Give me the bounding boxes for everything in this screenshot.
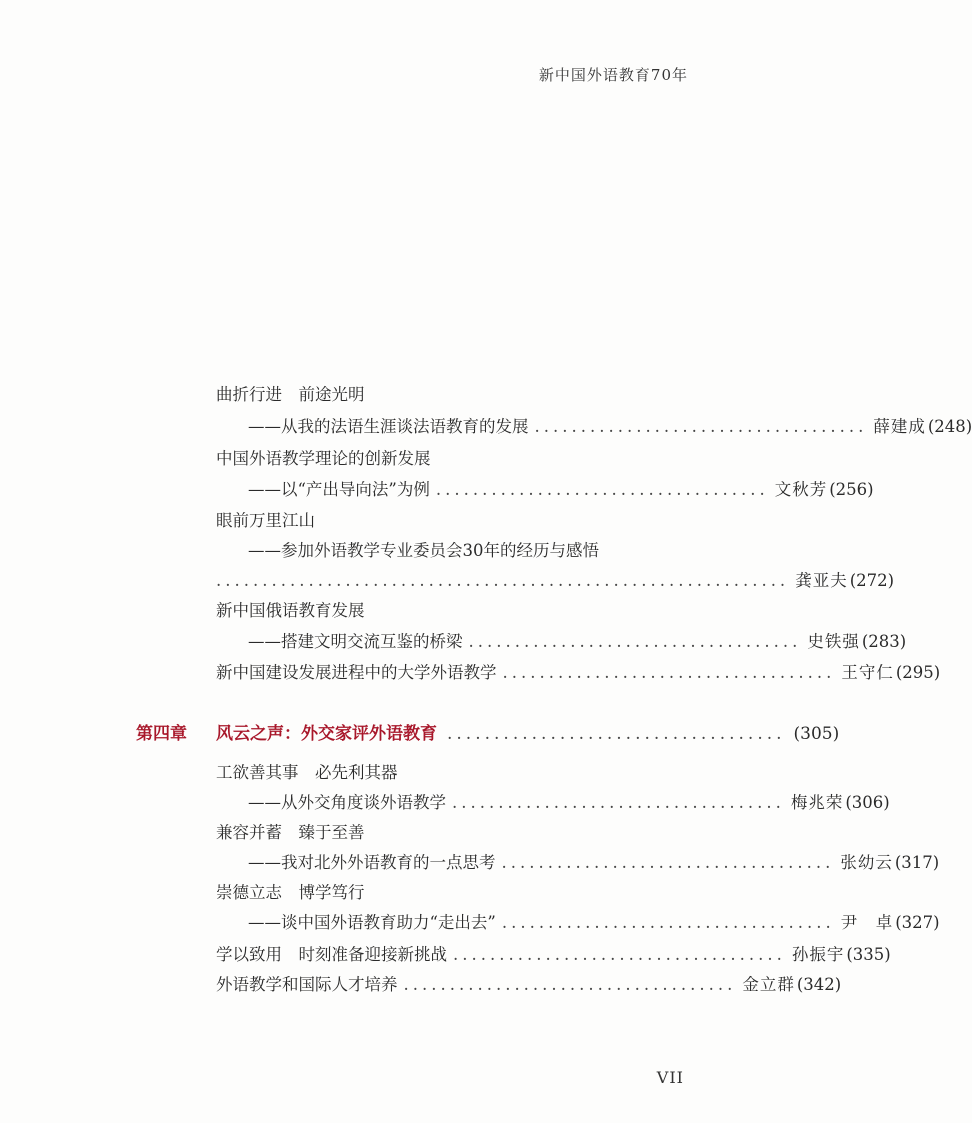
toc-entry-author: 孙振宇 [791,945,845,964]
toc-entry-subtitle[interactable]: ——参加外语教学专业委员会30年的经历与感悟 [248,541,599,560]
toc-entry-title[interactable]: 曲折行进 前途光明 [216,385,365,404]
toc-entry-title: 学以致用 时刻准备迎接新挑战 [216,945,447,964]
toc-entry-page: (327) [895,913,940,932]
leader-dots: .................................... [453,945,786,964]
toc-entry-title[interactable]: 新中国俄语教育发展 [216,601,365,620]
toc-entry-page: (283) [861,632,907,651]
chapter-title: 风云之声：外交家评外语教育 [216,724,437,744]
toc-entry-page: (256) [829,480,874,499]
toc-entry-subtitle: ——搭建文明交流互鉴的桥梁 [248,632,463,651]
toc-entry-page: (306) [845,793,890,812]
toc-entry-author: 王守仁 [841,663,894,682]
page-number: VII [656,1068,684,1087]
toc-entry-title: 外语教学和国际人才培养 [216,975,398,994]
toc-entry[interactable] [248,910,940,936]
toc-entry-subtitle: ——从我的法语生涯谈法语教育的发展 [248,417,529,436]
toc-entry-subtitle: ——我对北外外语教育的一点思考 [248,853,496,872]
toc-entry-subtitle: ——从外交角度谈外语教学 [248,793,446,812]
toc-entry-author: 张幼云 [840,853,893,872]
toc-entry[interactable] [216,660,941,686]
toc-entry-page: (335) [846,945,891,964]
leader-dots: .................................... [403,975,737,994]
toc-entry-author: 金立群 [742,975,795,994]
toc-entry-title[interactable]: 中国外语教学理论的创新发展 [216,449,431,468]
leader-dots: .............................................................. [216,571,790,590]
leader-dots: .................................... [468,632,802,651]
toc-entry[interactable] [216,972,842,998]
toc-entry-author: 史铁强 [807,632,860,651]
toc-entry-author: 薛建成 [873,417,926,436]
leader-dots: .................................... [501,853,835,872]
leader-dots: .................................... [534,417,868,436]
toc-entry-title[interactable]: 崇德立志 博学笃行 [216,883,365,902]
toc-entry-page: (317) [894,853,940,872]
toc-entry-subtitle: ——以“产出导向法”为例 [248,480,430,499]
leader-dots: .................................... [447,724,786,744]
toc-entry[interactable] [248,477,874,503]
leader-dots: .................................... [435,480,769,499]
toc-entry-page: (272) [849,571,895,590]
toc-entry[interactable] [248,790,890,816]
toc-entry-subtitle: ——谈中国外语教育助力“走出去” [248,913,496,932]
toc-entry-author: 文秋芳 [774,480,828,499]
chapter-label: 第四章 [136,724,187,744]
chapter-page: (305) [793,724,840,744]
toc-entry[interactable] [216,568,895,594]
toc-entry-page: (342) [796,975,842,994]
toc-entry-author: 尹 卓 [840,913,894,932]
leader-dots: .................................... [452,793,785,812]
toc-entry-page: (295) [895,663,941,682]
toc-entry[interactable] [248,629,907,655]
running-header: 新中国外语教育70年 [538,66,688,84]
toc-entry-title[interactable]: 工欲善其事 必先利其器 [216,763,398,782]
toc-entry[interactable] [216,942,891,968]
chapter-heading[interactable] [136,720,840,748]
leader-dots: .................................... [502,663,836,682]
toc-entry-title: 新中国建设发展进程中的大学外语教学 [216,663,497,682]
toc-entry-author: 龚亚夫 [795,571,848,590]
leader-dots: .................................... [501,913,835,932]
toc-entry[interactable] [248,850,940,876]
toc-entry-title[interactable]: 兼容并蓄 臻于至善 [216,823,365,842]
toc-entry-page: (248) [927,417,972,436]
toc-entry-title[interactable]: 眼前万里江山 [216,511,315,530]
toc-entry-author: 梅兆荣 [790,793,844,812]
toc-entry[interactable] [248,414,972,440]
